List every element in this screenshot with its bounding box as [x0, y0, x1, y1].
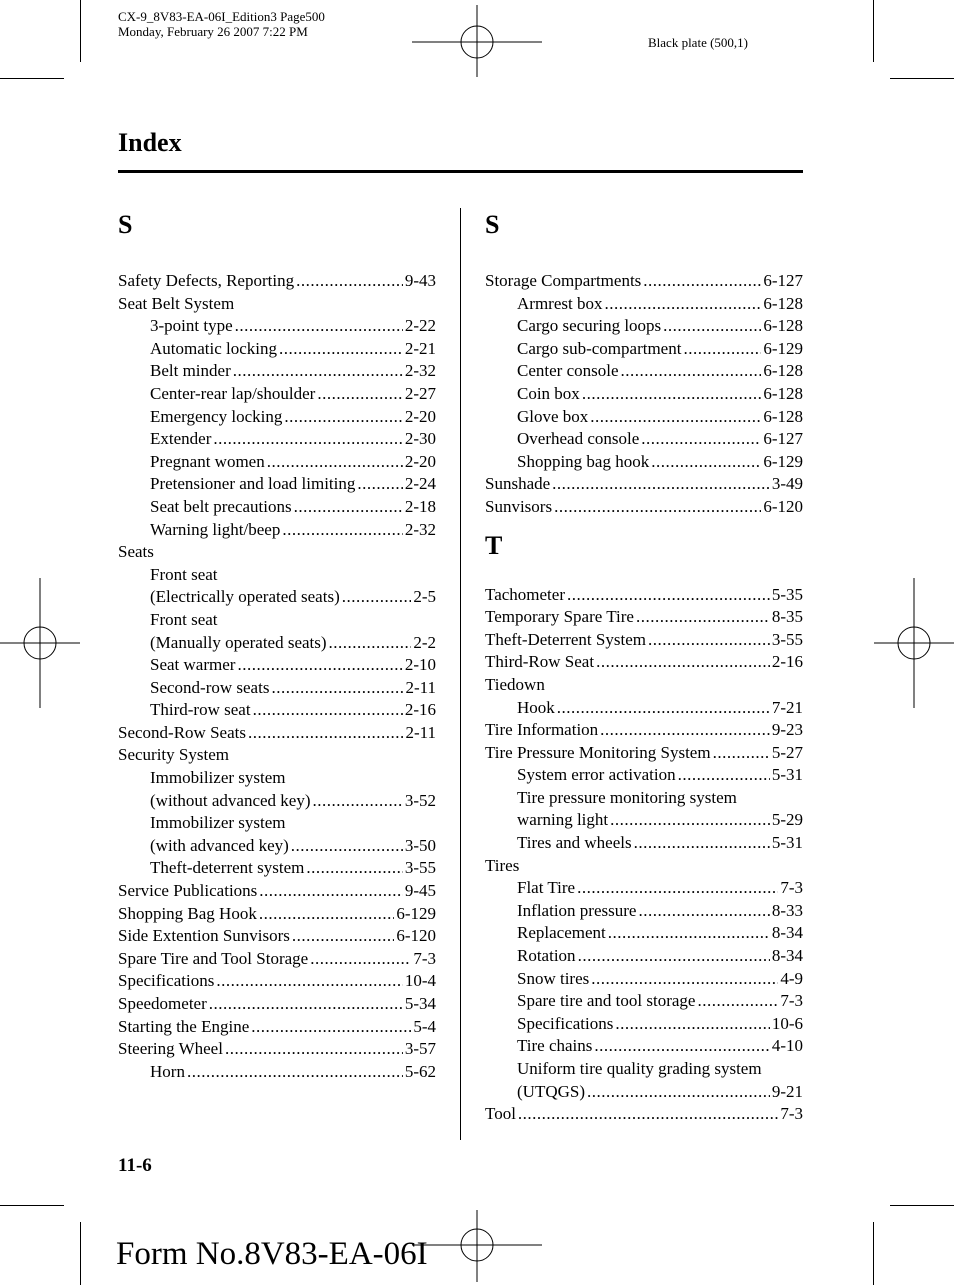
entry-page-ref: 6-120 — [396, 926, 436, 946]
dot-leader — [591, 968, 778, 991]
entry-page-ref: 6-127 — [763, 271, 803, 290]
dot-leader — [615, 1013, 770, 1036]
entry-term: (Electrically operated seats) — [150, 587, 340, 607]
dot-leader — [638, 900, 769, 923]
dot-leader — [557, 697, 770, 720]
entry-term: Front seat — [150, 564, 218, 584]
index-entry — [485, 629, 803, 652]
dot-leader — [600, 719, 770, 742]
entry-term: Seat Belt System — [118, 293, 235, 313]
entry-term: Sunvisors — [485, 496, 553, 516]
entry-page-ref: 6-120 — [763, 496, 803, 516]
entry-list — [485, 584, 803, 1126]
dot-leader — [279, 338, 403, 361]
entry-page-ref: 5-27 — [771, 742, 803, 762]
index-entry — [118, 993, 436, 1016]
entry-term: Center-rear lap/shoulder — [150, 383, 316, 403]
dot-leader — [641, 428, 761, 451]
entry-term: Hook — [517, 697, 555, 717]
dot-leader — [567, 584, 770, 607]
dot-leader — [582, 383, 762, 406]
entry-page-ref: 7-3 — [780, 991, 803, 1011]
dot-leader — [596, 651, 770, 674]
index-entry — [485, 315, 803, 338]
dot-leader — [577, 877, 778, 900]
entry-page-ref: 8-35 — [771, 607, 803, 627]
dot-leader — [713, 742, 770, 765]
crop-mark-tl-v — [80, 0, 81, 62]
index-entry — [118, 609, 436, 632]
index-entry — [118, 903, 436, 926]
entry-term: Automatic locking — [150, 338, 278, 358]
dot-leader — [594, 1035, 769, 1058]
index-entry — [485, 697, 803, 720]
dot-leader — [317, 383, 402, 406]
index-entry — [485, 674, 803, 697]
entry-term: Flat Tire — [517, 878, 576, 898]
entry-term: Immobilizer system — [150, 768, 286, 788]
entry-term: (UTQGS) — [517, 1081, 585, 1101]
dot-leader — [578, 945, 770, 968]
index-entry — [118, 270, 436, 293]
entry-page-ref: 2-30 — [404, 429, 436, 449]
entry-term: Tire chains — [517, 1036, 593, 1056]
entry-page-ref: 3-49 — [771, 474, 803, 494]
entry-term: Security System — [118, 745, 229, 765]
entry-term: Overhead console — [517, 429, 640, 449]
entry-term: Safety Defects, Reporting — [118, 271, 295, 290]
index-entry — [118, 360, 436, 383]
index-entry — [118, 564, 436, 587]
index-entry — [118, 948, 436, 971]
entry-term: System error activation — [517, 765, 676, 785]
entry-page-ref: 8-33 — [771, 900, 803, 920]
entry-page-ref: 6-127 — [763, 429, 803, 449]
crop-mark-tl-h — [0, 78, 64, 79]
dot-leader — [259, 880, 403, 903]
entry-term: Immobilizer system — [150, 813, 286, 833]
dot-leader — [294, 496, 403, 519]
index-entry — [118, 586, 436, 609]
entry-term: Seat warmer — [150, 655, 236, 675]
dot-leader — [518, 1103, 778, 1126]
entry-page-ref: 2-20 — [404, 406, 436, 426]
index-entry — [118, 541, 436, 564]
crop-mark-bl-v — [80, 1222, 81, 1285]
entry-page-ref: 10-4 — [404, 971, 436, 991]
registration-mark-top-icon — [412, 5, 542, 77]
entry-page-ref: 6-128 — [763, 406, 803, 426]
entry-page-ref: 7-3 — [780, 878, 803, 898]
entry-term: Starting the Engine — [118, 1016, 250, 1036]
dot-leader — [259, 903, 394, 926]
entry-term: Horn — [150, 1061, 185, 1081]
dot-leader — [697, 990, 778, 1013]
index-entry — [485, 1013, 803, 1036]
entry-page-ref: 7-21 — [771, 697, 803, 717]
entry-page-ref: 3-57 — [404, 1039, 436, 1059]
entry-term: Glove box — [517, 406, 589, 426]
dot-leader — [237, 654, 402, 677]
entry-term: (without advanced key) — [150, 790, 311, 810]
index-entry — [485, 922, 803, 945]
entry-term: Second-row seats — [150, 677, 270, 697]
entry-term: Seats — [118, 542, 154, 562]
index-entry — [118, 451, 436, 474]
dot-leader — [651, 451, 761, 474]
entry-page-ref: 2-10 — [404, 655, 436, 675]
entry-term: warning light — [517, 810, 609, 830]
entry-page-ref: 5-62 — [404, 1061, 436, 1081]
crop-mark-bl-h — [0, 1205, 64, 1206]
dot-leader — [233, 360, 403, 383]
crop-mark-tr-h — [890, 78, 954, 79]
index-entry — [485, 787, 803, 810]
dot-leader — [342, 586, 412, 609]
index-entry — [485, 496, 803, 519]
page-number: 11-6 — [118, 1155, 152, 1176]
print-meta-file: CX-9_8V83-EA-06I_Edition3 Page500 — [118, 9, 325, 24]
index-column-left — [118, 210, 436, 1083]
dot-leader — [663, 315, 761, 338]
index-entry — [118, 654, 436, 677]
entry-term: Extender — [150, 429, 212, 449]
dot-leader — [552, 473, 770, 496]
index-entry — [118, 880, 436, 903]
index-column-right — [485, 210, 803, 1126]
form-number: Form No.8V83-EA-06I — [116, 1236, 428, 1272]
entry-page-ref: 6-129 — [763, 338, 803, 358]
entry-page-ref: 5-31 — [771, 765, 803, 785]
entry-term: (Manually operated seats) — [150, 632, 327, 652]
index-entry — [485, 990, 803, 1013]
dot-leader — [187, 1061, 403, 1084]
entry-page-ref: 7-3 — [780, 1104, 803, 1124]
entry-page-ref: 2-2 — [413, 632, 436, 652]
dot-leader — [310, 948, 411, 971]
index-entry — [118, 812, 436, 835]
entry-page-ref: 9-21 — [771, 1081, 803, 1101]
index-entry — [118, 293, 436, 316]
index-entry — [118, 1016, 436, 1039]
entry-list — [118, 270, 436, 1083]
entry-page-ref: 10-6 — [771, 1013, 803, 1033]
dot-leader — [271, 677, 403, 700]
entry-page-ref: 6-129 — [396, 903, 436, 923]
dot-leader — [608, 922, 770, 945]
entry-term: (with advanced key) — [150, 835, 289, 855]
entry-term: Armrest box — [517, 293, 603, 313]
index-entry — [485, 1058, 803, 1081]
entry-page-ref: 5-34 — [404, 994, 436, 1013]
dot-leader — [225, 1038, 403, 1061]
entry-page-ref: 2-22 — [404, 316, 436, 336]
dot-leader — [587, 1081, 770, 1104]
print-meta — [118, 9, 325, 39]
entry-term: Tires — [485, 855, 520, 875]
index-entry — [485, 742, 803, 765]
dot-leader — [634, 832, 770, 855]
dot-leader — [292, 925, 394, 948]
entry-list — [485, 270, 803, 519]
entry-term: Tire pressure monitoring system — [517, 787, 737, 807]
index-entry — [118, 1061, 436, 1084]
entry-term: Tachometer — [485, 584, 565, 604]
registration-mark-right-icon — [874, 578, 954, 708]
dot-leader — [235, 315, 403, 338]
dot-leader — [209, 993, 403, 1016]
crop-mark-br-h — [890, 1205, 954, 1206]
index-entry — [118, 699, 436, 722]
index-entry — [485, 764, 803, 787]
index-entry — [485, 832, 803, 855]
registration-mark-left-icon — [0, 578, 80, 708]
entry-page-ref: 4-10 — [771, 1036, 803, 1056]
entry-page-ref: 9-23 — [771, 720, 803, 740]
entry-term: Third-row seat — [150, 700, 251, 720]
entry-page-ref: 2-5 — [413, 587, 436, 607]
dot-leader — [554, 496, 761, 519]
dot-leader — [329, 632, 412, 655]
index-entry — [485, 1081, 803, 1104]
entry-term: Cargo sub-compartment — [517, 338, 682, 358]
dot-leader — [648, 629, 770, 652]
entry-page-ref: 4-9 — [780, 968, 803, 988]
entry-term: Emergency locking — [150, 406, 283, 426]
index-entry — [118, 970, 436, 993]
entry-page-ref: 2-24 — [404, 474, 436, 494]
entry-page-ref: 6-128 — [763, 361, 803, 381]
index-entry — [118, 1038, 436, 1061]
print-meta-date: Monday, February 26 2007 7:22 PM — [118, 24, 308, 39]
entry-term: Uniform tire quality grading system — [517, 1059, 762, 1078]
entry-term: Speedometer — [118, 994, 207, 1013]
index-entry — [118, 496, 436, 519]
index-entry — [485, 451, 803, 474]
entry-term: Shopping Bag Hook — [118, 903, 257, 923]
dot-leader — [621, 360, 762, 383]
dot-leader — [267, 451, 403, 474]
entry-term: Belt minder — [150, 361, 231, 381]
index-entry — [485, 945, 803, 968]
index-entry — [118, 632, 436, 655]
dot-leader — [296, 270, 403, 293]
dot-leader — [253, 699, 403, 722]
index-entry — [485, 473, 803, 496]
index-entry — [118, 519, 436, 542]
entry-page-ref: 2-21 — [404, 338, 436, 358]
entry-term: Seat belt precautions — [150, 496, 292, 516]
section-letter: S — [118, 210, 133, 239]
entry-page-ref: 3-50 — [404, 835, 436, 855]
entry-page-ref: 5-31 — [771, 833, 803, 853]
dot-leader — [590, 406, 761, 429]
entry-page-ref: 6-128 — [763, 316, 803, 336]
entry-page-ref: 7-3 — [413, 948, 436, 968]
index-entry — [485, 877, 803, 900]
entry-page-ref: 6-129 — [763, 451, 803, 471]
entry-page-ref: 2-16 — [404, 700, 436, 720]
crop-mark-tr-v — [873, 0, 874, 62]
entry-term: 3-point type — [150, 316, 233, 336]
plate-label: Black plate (500,1) — [648, 35, 748, 50]
index-entry — [118, 383, 436, 406]
index-entry — [118, 925, 436, 948]
page-title: Index — [118, 128, 182, 157]
dot-leader — [251, 1016, 411, 1039]
index-entry — [485, 900, 803, 923]
index-entry — [118, 338, 436, 361]
entry-term: Third-Row Seat — [485, 652, 595, 672]
entry-term: Temporary Spare Tire — [485, 607, 634, 627]
entry-term: Front seat — [150, 609, 218, 629]
index-entry — [485, 428, 803, 451]
index-entry — [118, 473, 436, 496]
index-entry — [485, 1103, 803, 1126]
entry-term: Service Publications — [118, 881, 258, 901]
entry-term: Second-Row Seats — [118, 722, 246, 742]
entry-page-ref: 3-55 — [771, 629, 803, 649]
index-entry — [118, 315, 436, 338]
index-entry — [118, 428, 436, 451]
index-entry — [118, 406, 436, 429]
section-letter: S — [485, 210, 500, 239]
entry-page-ref: 5-35 — [771, 584, 803, 604]
column-divider — [460, 208, 461, 1140]
entry-term: Theft-deterrent system — [150, 858, 305, 878]
entry-term: Snow tires — [517, 968, 590, 988]
entry-term: Tires and wheels — [517, 833, 632, 853]
entry-term: Pretensioner and load limiting — [150, 474, 356, 494]
entry-term: Center console — [517, 361, 619, 381]
index-entry — [485, 855, 803, 878]
entry-term: Specifications — [118, 971, 215, 991]
entry-term: Shopping bag hook — [517, 451, 650, 471]
entry-page-ref: 2-16 — [771, 652, 803, 672]
index-entry — [485, 360, 803, 383]
entry-page-ref: 5-4 — [413, 1016, 436, 1036]
section-letter: T — [485, 530, 503, 560]
index-entry — [485, 968, 803, 991]
index-entry — [485, 584, 803, 607]
entry-term: Cargo securing loops — [517, 316, 662, 336]
dot-leader — [248, 722, 404, 745]
index-entry — [118, 857, 436, 880]
dot-leader — [306, 857, 402, 880]
index-entry — [485, 606, 803, 629]
entry-term: Tiedown — [485, 674, 545, 694]
index-entry — [485, 383, 803, 406]
entry-term: Pregnant women — [150, 451, 265, 471]
index-entry — [485, 406, 803, 429]
index-entry — [485, 1035, 803, 1058]
dot-leader — [216, 970, 403, 993]
entry-term: Steering Wheel — [118, 1039, 223, 1059]
entry-page-ref: 2-11 — [405, 677, 436, 697]
entry-term: Warning light/beep — [150, 519, 281, 539]
dot-leader — [643, 270, 761, 293]
entry-term: Replacement — [517, 923, 606, 943]
entry-page-ref: 2-32 — [404, 519, 436, 539]
dot-leader — [291, 835, 403, 858]
dot-leader — [678, 764, 770, 787]
index-entry — [485, 270, 803, 293]
entry-page-ref: 6-128 — [763, 293, 803, 313]
entry-term: Tool — [485, 1104, 516, 1124]
index-entry — [118, 722, 436, 745]
title-rule — [118, 170, 803, 173]
entry-page-ref: 2-11 — [405, 722, 436, 742]
dot-leader — [213, 428, 402, 451]
entry-term: Specifications — [517, 1013, 614, 1033]
entry-term: Spare tire and tool storage — [517, 991, 696, 1011]
entry-page-ref: 9-43 — [404, 271, 436, 290]
entry-page-ref: 2-20 — [404, 451, 436, 471]
entry-page-ref: 3-55 — [404, 858, 436, 878]
index-entry — [485, 293, 803, 316]
entry-term: Rotation — [517, 946, 576, 966]
entry-page-ref: 6-128 — [763, 383, 803, 403]
entry-page-ref: 8-34 — [771, 923, 803, 943]
entry-page-ref: 2-27 — [404, 383, 436, 403]
dot-leader — [357, 473, 402, 496]
registration-mark-bottom-icon — [412, 1210, 542, 1282]
index-entry — [485, 809, 803, 832]
dot-leader — [683, 338, 761, 361]
entry-term: Tire Pressure Monitoring System — [485, 742, 711, 762]
entry-term: Coin box — [517, 383, 580, 403]
dot-leader — [604, 293, 761, 316]
entry-term: Sunshade — [485, 474, 551, 494]
entry-page-ref: 8-34 — [771, 946, 803, 966]
entry-term: Tire Information — [485, 720, 599, 740]
dot-leader — [313, 790, 403, 813]
entry-term: Storage Compartments — [485, 271, 642, 290]
crop-mark-br-v — [873, 1222, 874, 1285]
dot-leader — [610, 809, 770, 832]
index-entry — [485, 651, 803, 674]
entry-term: Spare Tire and Tool Storage — [118, 948, 309, 968]
index-entry — [118, 790, 436, 813]
index-entry — [485, 338, 803, 361]
entry-term: Theft-Deterrent System — [485, 629, 646, 649]
entry-page-ref: 2-32 — [404, 361, 436, 381]
index-entry — [118, 744, 436, 767]
dot-leader — [284, 406, 402, 429]
index-entry — [485, 719, 803, 742]
index-entry — [118, 767, 436, 790]
entry-page-ref: 5-29 — [771, 810, 803, 830]
entry-page-ref: 9-45 — [404, 881, 436, 901]
entry-page-ref: 3-52 — [404, 790, 436, 810]
index-entry — [118, 835, 436, 858]
entry-term: Inflation pressure — [517, 900, 637, 920]
dot-leader — [282, 519, 402, 542]
entry-page-ref: 2-18 — [404, 496, 436, 516]
entry-term: Side Extention Sunvisors — [118, 926, 290, 946]
dot-leader — [636, 606, 770, 629]
index-entry — [118, 677, 436, 700]
